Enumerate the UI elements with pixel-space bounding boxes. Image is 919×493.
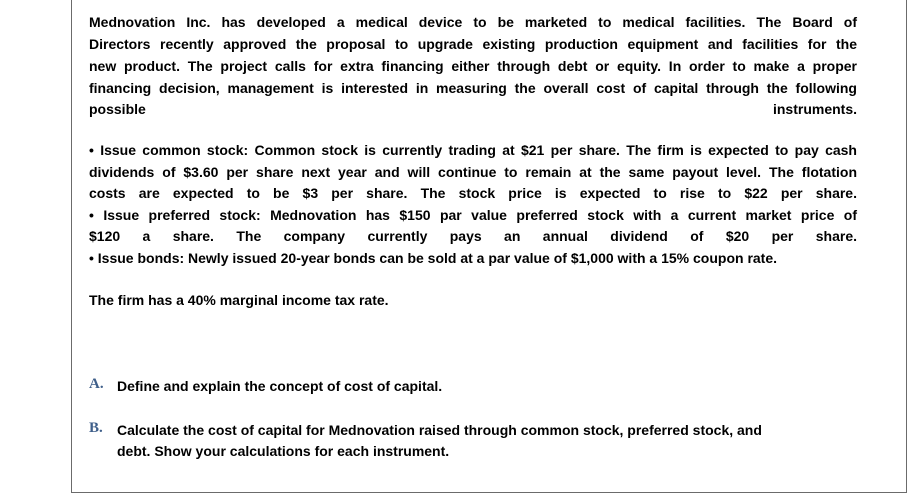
intro-line: Directors recently approved the proposal to upgrade existing production equipment and facilities for the [89,36,857,52]
intro-line-last-right: instruments. [772,101,857,117]
bullet-bonds: • Issue bonds: Newly issued 20-year bonds can be sold at a par value of $1,000 with a 15% coupon rate. [89,250,778,266]
bullet-common-stock-cont: costs are expected to be $3 per share. The stock price is expected to rise to $22 per share. [89,185,857,201]
question-text: Calculate the cost of capital for Mednovation raised through common stock, preferred stock, and [117,422,762,438]
bullet-preferred-stock-cont: $120 a share. The company currently pays an annual dividend of $20 per share. [89,228,857,244]
intro-line: Mednovation Inc. has developed a medical device to be marketed to medical facilities. The Board of [89,14,857,30]
bullet-common-stock: • Issue common stock: Common stock is currently trading at $21 per share. The firm is expected to pay cash [89,142,857,158]
bullet-preferred-stock: • Issue preferred stock: Mednovation has $150 par value preferred stock with a current market price of [89,207,857,223]
tax-note: The firm has a 40% marginal income tax rate. [89,292,389,308]
bullet-common-stock-cont: dividends of $3.60 per share next year and will continue to remain at the same payout level. The flotation [89,164,857,180]
question-text-cont: debt. Show your calculations for each instrument. [117,443,450,459]
question-marker: B. [89,420,103,436]
question-marker: A. [89,376,104,392]
intro-line: financing decision, management is interested in measuring the overall cost of capital through the following [89,80,857,96]
intro-line: new product. The project calls for extra financing either through debt or equity. In order to make a proper [89,58,857,74]
intro-line-last: possible [89,101,146,117]
question-text: Define and explain the concept of cost of capital. [117,378,443,394]
